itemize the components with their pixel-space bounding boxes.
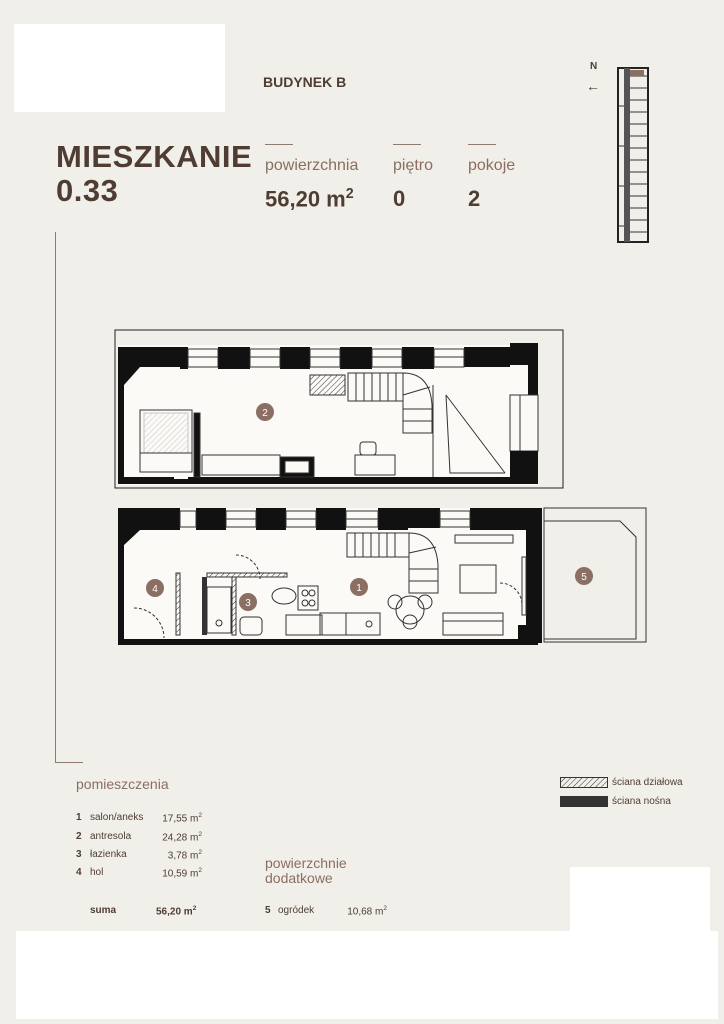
rooms-rule: [468, 144, 496, 145]
upper-level-plan: [115, 330, 563, 488]
area-rule: [265, 144, 293, 145]
ground-level-plan: [118, 508, 646, 645]
rooms-label: pokoje: [468, 157, 516, 174]
room-name: hol: [90, 867, 104, 878]
room-name: salon/aneks: [90, 812, 144, 823]
room-row: [76, 867, 202, 878]
apartment-title: [56, 140, 252, 208]
room-row: [76, 849, 202, 860]
garden-number: 5: [265, 905, 271, 916]
garden-row: [265, 905, 387, 916]
garden-name: ogródek: [278, 905, 315, 916]
floor-rule: [393, 144, 421, 145]
room-row: [76, 812, 202, 823]
rooms-heading: pomieszczenia: [76, 776, 169, 792]
room-number: 3: [76, 849, 82, 860]
room-number: 2: [76, 831, 82, 842]
additional-heading: powierzchnie dodatkowe: [265, 855, 347, 886]
building-label: BUDYNEK B: [263, 74, 347, 90]
bottom-placeholder: [16, 931, 718, 1019]
room-number: 4: [76, 867, 82, 878]
area-value: 56,20 $m^2$: [265, 186, 354, 212]
room-name: antresola: [90, 831, 132, 842]
apartment-label: MIESZKANIE: [56, 139, 253, 174]
room-name: łazienka: [90, 849, 127, 860]
svg-text:5: 5: [581, 572, 587, 583]
logo-placeholder: [14, 24, 225, 112]
apartment-number: 0.33: [56, 173, 119, 208]
floor-label: piętro: [393, 157, 434, 174]
room-marker-3: [239, 593, 257, 611]
svg-text:1: 1: [356, 583, 362, 594]
legend-partition-swatch: [560, 777, 608, 788]
floor-value: 0: [393, 186, 406, 211]
svg-text:3: 3: [245, 598, 251, 609]
corner-placeholder: [570, 867, 710, 937]
rooms-rule: [55, 762, 83, 763]
area-label: powierzchnia: [265, 157, 359, 174]
garden-area: 10,68 $m^2$: [347, 905, 387, 918]
sum-label: suma: [90, 905, 117, 916]
vertical-rule: [55, 232, 56, 762]
room-area: 3,78 $m^2$: [167, 849, 202, 862]
room-marker-1: [350, 578, 368, 596]
sum-value: 56,20 $m^2$: [156, 905, 197, 918]
floor-plan: [110, 325, 650, 650]
room-marker-4: [146, 579, 164, 597]
compass-north: N: [590, 61, 598, 72]
legend-load-bearing-label: ściana nośna: [612, 796, 671, 807]
room-row: [76, 831, 202, 842]
svg-text:4: 4: [152, 584, 158, 595]
room-marker-5: [575, 567, 593, 585]
compass-arrow-icon: ←: [586, 78, 600, 94]
legend-load-bearing-swatch: [560, 796, 608, 807]
rooms-value: 2: [468, 186, 481, 211]
svg-text:2: 2: [262, 408, 268, 419]
room-marker-2: [256, 403, 274, 421]
room-area: 24,28 $m^2$: [162, 831, 202, 844]
room-area: 17,55 $m^2$: [162, 812, 202, 825]
room-area: 10,59 $m^2$: [162, 867, 202, 880]
room-number: 1: [76, 812, 82, 823]
building-key-plan: [612, 66, 652, 246]
legend-partition-label: ściana działowa: [612, 777, 683, 788]
